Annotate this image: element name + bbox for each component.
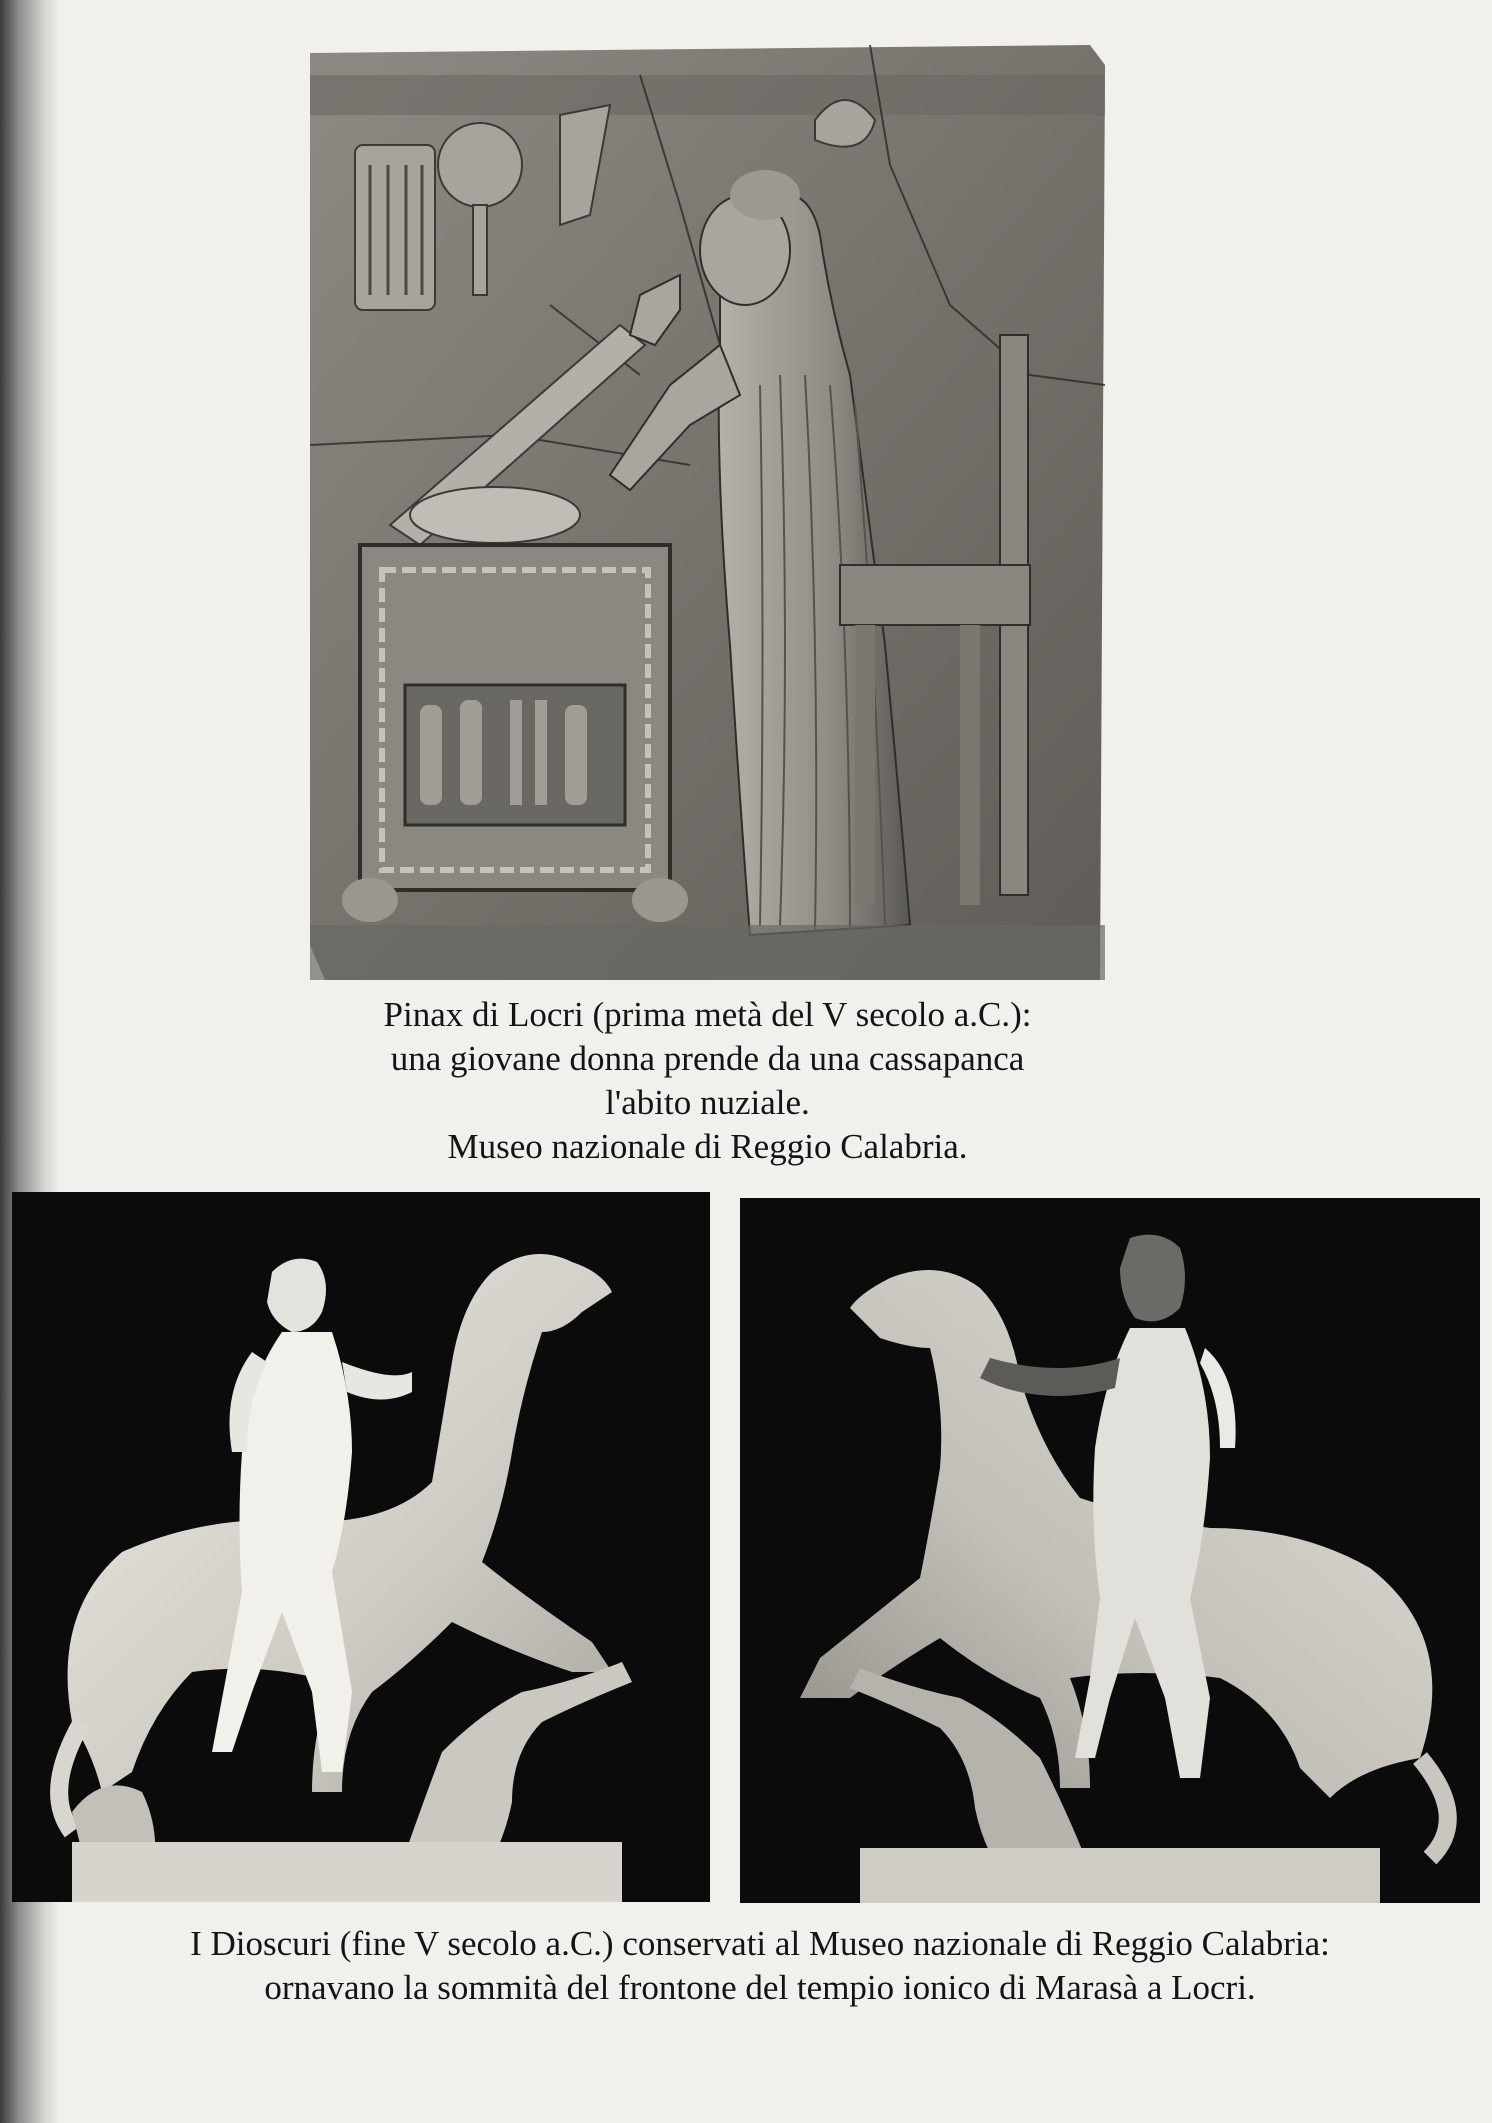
dioscuro-left-statue-image [12, 1192, 710, 1902]
dioscuri-caption-line-2: ornavano la sommità del frontone del tempio ionico di Marasà a Locri. [264, 1968, 1256, 2007]
dioscuro-right-photo [740, 1198, 1480, 1903]
pinax-caption-line-3: l'abito nuziale. [605, 1083, 810, 1122]
pinax-caption [310, 993, 1105, 1169]
pinax-photo [310, 45, 1105, 980]
dioscuro-right-statue-image [740, 1198, 1480, 1903]
dioscuro-left-photo [12, 1192, 710, 1902]
pinax-caption-line-2: una giovane donna prende da una cassapanca [390, 1039, 1025, 1078]
dioscuri-caption-line-1: I Dioscuri (fine V secolo a.C.) conservati al Museo nazionale di Reggio Calabria: [190, 1924, 1330, 1963]
pinax-caption-line-4: Museo nazionale di Reggio Calabria. [447, 1127, 968, 1166]
pinax-relief-image [310, 45, 1105, 980]
pinax-caption-line-1: Pinax di Locri (prima metà del V secolo a.C.): [383, 995, 1032, 1034]
dioscuri-caption [60, 1922, 1460, 2010]
